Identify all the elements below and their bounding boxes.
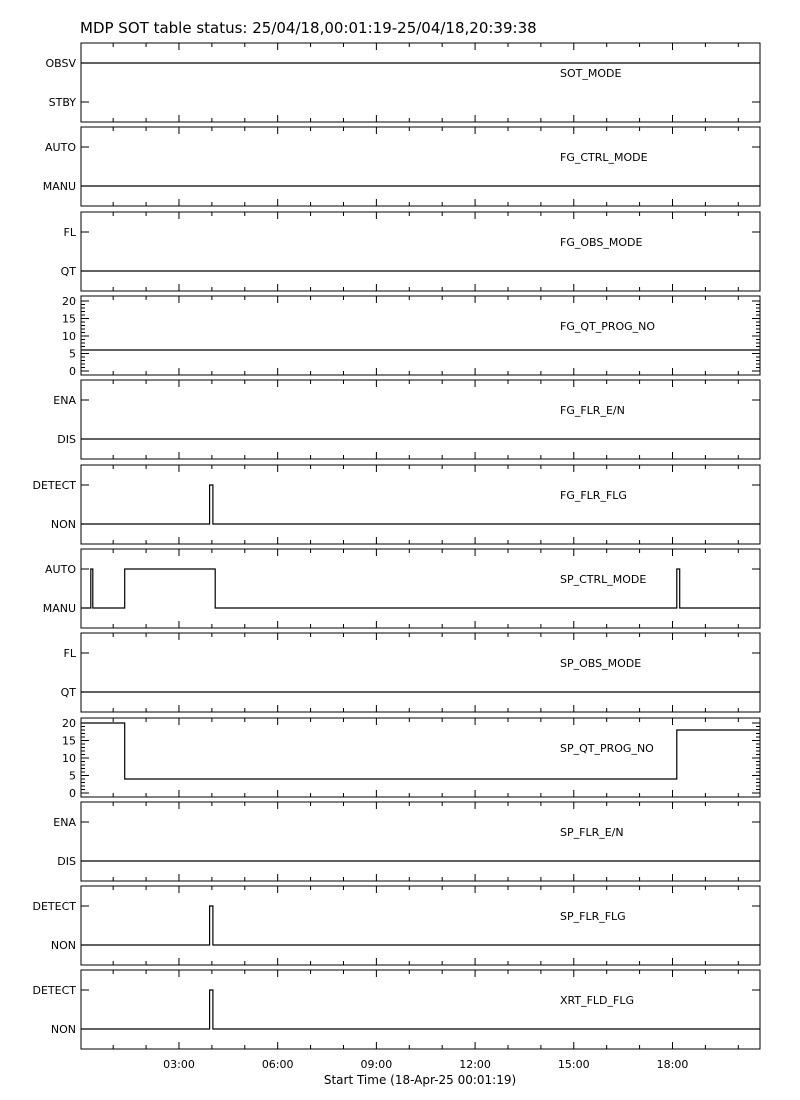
panel-sot-mode — [45, 43, 760, 122]
x-tick-label: 15:00 — [557, 1058, 590, 1071]
panel-fg-flr-e-n — [53, 380, 760, 459]
panel-label: SP_QT_PROG_NO — [560, 742, 654, 755]
panel-fg-obs-mode — [61, 212, 760, 291]
panel-frame — [81, 127, 760, 206]
chart-title: MDP SOT table status: 25/04/18,00:01:19-25/04/18,20:39:38 — [80, 19, 537, 37]
panel-label: FG_OBS_MODE — [560, 236, 643, 249]
panel-label: XRT_FLD_FLG — [560, 994, 635, 1007]
y-tick-label: 20 — [62, 717, 76, 730]
panel-sp-ctrl-mode — [43, 549, 760, 628]
y-tick-label: 0 — [69, 365, 76, 378]
panel-label: SOT_MODE — [560, 67, 622, 80]
y-tick-label: 5 — [69, 347, 76, 361]
y-tick-label: DIS — [57, 433, 76, 446]
series-line-sp-flr-flg — [81, 906, 760, 945]
x-tick-label: 12:00 — [459, 1058, 491, 1071]
panel-frame — [81, 296, 760, 375]
x-tick-label: 18:00 — [656, 1058, 689, 1071]
y-tick-label: 15 — [62, 734, 76, 748]
y-tick-label: DETECT — [32, 984, 76, 997]
panel-sp-flr-flg — [33, 886, 761, 965]
y-tick-label: 10 — [62, 752, 76, 765]
panel-sp-obs-mode — [61, 633, 760, 712]
panel-frame — [81, 802, 760, 881]
y-tick-label: NON — [50, 939, 76, 952]
panel-label: FG_QT_PROG_NO — [560, 320, 656, 333]
panel-label: FG_FLR_E/N — [560, 404, 625, 417]
panel-sp-flr-e-n — [53, 802, 760, 881]
panel-label: FG_FLR_FLG — [560, 489, 627, 502]
panel-label: SP_FLR_FLG — [560, 910, 626, 923]
y-tick-label: AUTO — [45, 563, 76, 576]
y-tick-label: ENA — [53, 394, 76, 407]
y-tick-label: DETECT — [32, 479, 76, 492]
series-line-xrt-fld-flg — [81, 990, 760, 1029]
panel-frame — [81, 380, 760, 459]
x-axis — [163, 1058, 688, 1071]
panels-group — [33, 43, 761, 1049]
panel-fg-flr-flg — [33, 465, 761, 544]
x-tick-label: 09:00 — [360, 1058, 393, 1071]
panel-label: FG_CTRL_MODE — [560, 151, 648, 164]
y-tick-label: 5 — [69, 769, 76, 783]
panel-frame — [81, 212, 760, 291]
y-tick-label: DETECT — [32, 900, 76, 913]
y-tick-label: DIS — [57, 855, 76, 868]
panel-frame — [81, 886, 760, 965]
panel-frame — [81, 718, 760, 797]
panel-frame — [81, 43, 760, 122]
y-tick-label: 20 — [62, 295, 76, 308]
y-tick-label: ENA — [53, 816, 76, 829]
panel-label: SP_CTRL_MODE — [560, 573, 647, 586]
y-tick-label: OBSV — [45, 57, 76, 70]
panel-frame — [81, 970, 760, 1049]
y-tick-label: QT — [60, 686, 76, 699]
x-axis-label: Start Time (18-Apr-25 00:01:19) — [323, 1073, 517, 1087]
panel-frame — [81, 465, 760, 544]
series-line-fg-flr-flg — [81, 485, 760, 524]
y-tick-label: AUTO — [45, 141, 76, 154]
y-tick-label: QT — [60, 265, 76, 278]
y-tick-label: 10 — [62, 330, 76, 343]
y-tick-label: FL — [63, 647, 76, 660]
series-line-sp-qt-prog-no — [81, 723, 760, 779]
y-tick-label: FL — [63, 226, 76, 239]
y-tick-label: NON — [50, 1023, 76, 1036]
panel-frame — [81, 633, 760, 712]
y-tick-label: NON — [50, 518, 76, 531]
y-tick-label: 15 — [62, 312, 76, 326]
x-tick-label: 03:00 — [163, 1058, 195, 1071]
y-tick-label: STBY — [48, 96, 76, 109]
panel-frame — [81, 549, 760, 628]
x-tick-label: 06:00 — [261, 1058, 294, 1071]
series-line-sp-ctrl-mode — [81, 569, 760, 608]
panel-xrt-fld-flg — [33, 970, 761, 1049]
y-tick-label: MANU — [42, 602, 76, 615]
panel-fg-ctrl-mode — [43, 127, 760, 206]
panel-sp-qt-prog-no — [62, 717, 760, 800]
y-tick-label: 0 — [69, 787, 76, 800]
y-tick-label: MANU — [42, 180, 76, 193]
panel-fg-qt-prog-no — [62, 295, 760, 378]
panel-label: SP_FLR_E/N — [560, 826, 624, 839]
panel-label: SP_OBS_MODE — [560, 657, 642, 670]
